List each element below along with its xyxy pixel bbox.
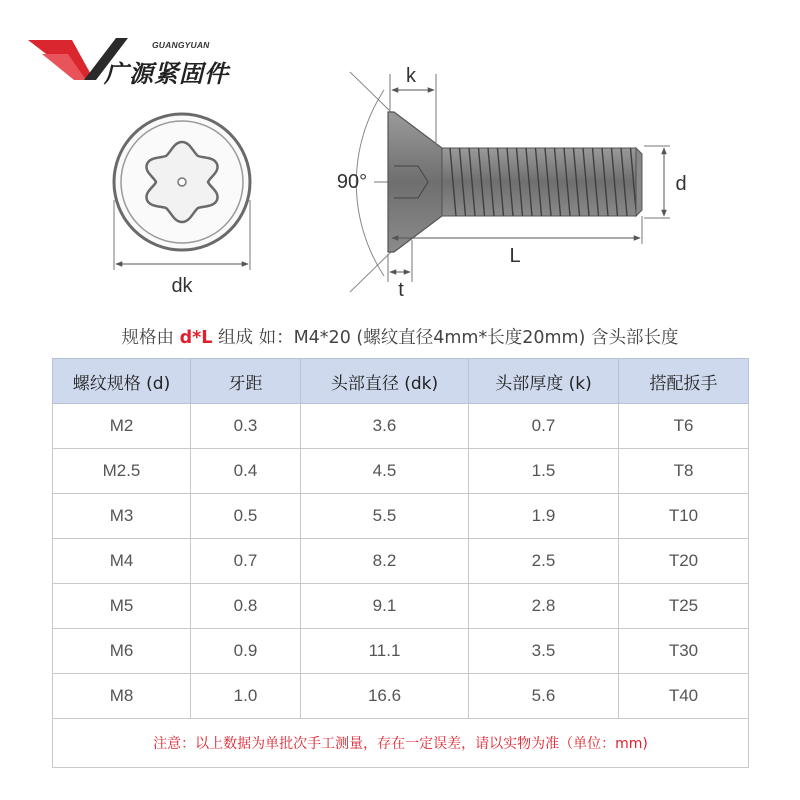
table-row [53, 629, 749, 674]
cell-thread-size: M3 [53, 494, 191, 539]
cell-thread-size: M8 [53, 674, 191, 719]
spec-format-note [0, 324, 800, 349]
cell-thread-size: M6 [53, 629, 191, 674]
cell-wrench: T6 [619, 404, 749, 449]
cell-wrench: T20 [619, 539, 749, 584]
cell-thread-size: M2.5 [53, 449, 191, 494]
header-head-diameter: 头部直径 (dk) [301, 359, 469, 404]
cell-head-thickness: 2.5 [469, 539, 619, 584]
cell-pitch: 0.3 [191, 404, 301, 449]
screw-dimension-diagram [0, 0, 800, 320]
L-label: L [509, 245, 521, 267]
cell-head-thickness: 1.9 [469, 494, 619, 539]
spec-table [52, 358, 749, 768]
table-row [53, 674, 749, 719]
cell-pitch: 0.4 [191, 449, 301, 494]
cell-head-diameter: 5.5 [301, 494, 469, 539]
cell-head-diameter: 4.5 [301, 449, 469, 494]
dk-label: dk [171, 275, 193, 297]
screw-side-view [337, 65, 687, 301]
cell-pitch: 0.8 [191, 584, 301, 629]
k-label: k [406, 65, 416, 87]
cell-head-thickness: 2.8 [469, 584, 619, 629]
cell-head-diameter: 16.6 [301, 674, 469, 719]
table-row [53, 539, 749, 584]
cell-pitch: 0.9 [191, 629, 301, 674]
angle-label: 90° [336, 171, 368, 193]
torx-center-pin [178, 178, 186, 186]
cell-head-diameter: 9.1 [301, 584, 469, 629]
shank-tip [636, 148, 642, 216]
cell-thread-size: M2 [53, 404, 191, 449]
table-row [53, 404, 749, 449]
screw-head-top-view [114, 114, 250, 297]
header-pitch: 牙距 [191, 359, 301, 404]
cell-pitch: 1.0 [191, 674, 301, 719]
cell-head-diameter: 3.6 [301, 404, 469, 449]
d-label: d [675, 173, 687, 195]
cell-wrench: T25 [619, 584, 749, 629]
cell-wrench: T30 [619, 629, 749, 674]
t-label: t [398, 279, 404, 301]
cell-wrench: T10 [619, 494, 749, 539]
cell-wrench: T8 [619, 449, 749, 494]
table-header-row [53, 359, 749, 404]
table-note-row [53, 719, 749, 768]
cell-head-diameter: 8.2 [301, 539, 469, 584]
spec-note-suffix: 组成 如：M4*20 (螺纹直径4mm*长度20mm) 含头部长度 [212, 328, 679, 348]
cell-thread-size: M5 [53, 584, 191, 629]
header-head-thickness: 头部厚度 (k) [469, 359, 619, 404]
cell-head-thickness: 5.6 [469, 674, 619, 719]
cell-head-diameter: 11.1 [301, 629, 469, 674]
cell-pitch: 0.7 [191, 539, 301, 584]
cell-thread-size: M4 [53, 539, 191, 584]
cell-head-thickness: 3.5 [469, 629, 619, 674]
spec-note-formula: d*L [179, 328, 213, 348]
cell-pitch: 0.5 [191, 494, 301, 539]
cell-head-thickness: 0.7 [469, 404, 619, 449]
table-row [53, 584, 749, 629]
countersunk-head [388, 112, 442, 252]
header-thread-size: 螺纹规格 (d) [53, 359, 191, 404]
header-wrench: 搭配扳手 [619, 359, 749, 404]
table-row [53, 494, 749, 539]
cell-wrench: T40 [619, 674, 749, 719]
spec-note-prefix: 规格由 [121, 328, 180, 348]
logo-brand-cn: 广源紧固件 [104, 60, 229, 88]
table-row [53, 449, 749, 494]
cell-head-thickness: 1.5 [469, 449, 619, 494]
measurement-note: 注意：以上数据为单批次手工测量，存在一定误差，请以实物为准（单位：mm) [53, 719, 749, 768]
logo-brand-en: GUANGYUAN [152, 40, 210, 50]
